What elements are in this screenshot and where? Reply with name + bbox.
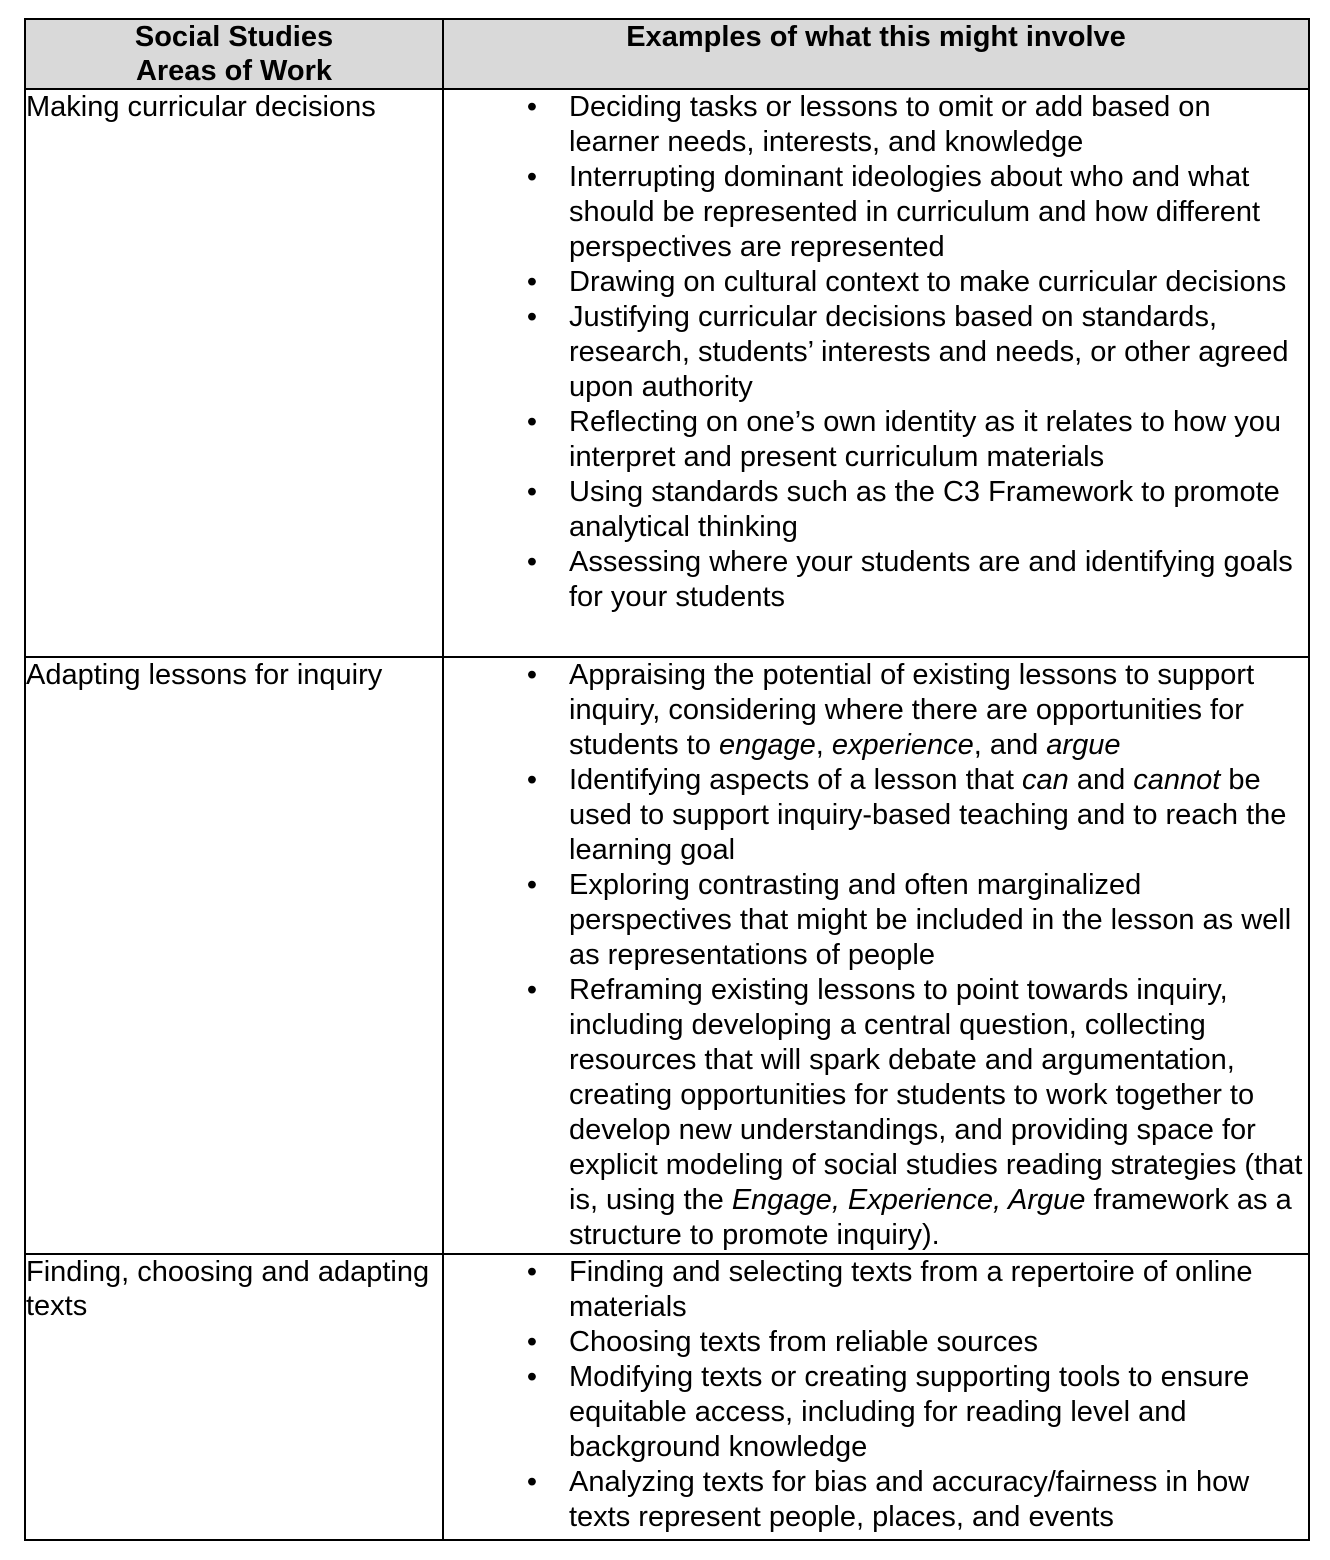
list-item — [444, 160, 1308, 265]
area-cell: Adapting lessons for inquiry — [25, 657, 443, 1254]
header-areas-of-work — [25, 19, 443, 89]
list-item — [444, 545, 1308, 615]
bullet-marker: • — [526, 476, 538, 508]
table-header-row — [25, 19, 1309, 89]
italic-text: argue — [1046, 729, 1121, 761]
bullet-marker: • — [526, 1361, 538, 1393]
header-examples: Examples of what this might involve — [443, 19, 1309, 89]
item-text: Deciding tasks or lessons to omit or add based on learner needs, interests, and knowledge — [569, 91, 1211, 158]
area-cell: Making curricular decisions — [25, 89, 443, 657]
examples-list — [444, 1255, 1308, 1535]
table-row — [25, 89, 1309, 657]
bullet-marker: • — [526, 406, 538, 438]
italic-text: experience — [831, 729, 974, 761]
bullet-marker: • — [526, 161, 538, 193]
item-text: Analyzing texts for bias and accuracy/fairness in how texts represent people, places, and events — [569, 1466, 1250, 1533]
item-text: Drawing on cultural context to make curricular decisions — [569, 266, 1287, 298]
list-item — [444, 300, 1308, 405]
list-item — [444, 973, 1308, 1253]
areas-of-work-table — [24, 18, 1310, 1541]
examples-list — [444, 90, 1308, 615]
bullet-marker: • — [526, 546, 538, 578]
area-cell: Finding, choosing and adapting texts — [25, 1254, 443, 1540]
item-text: , and — [973, 729, 1047, 761]
table-row — [25, 657, 1309, 1254]
italic-text: cannot — [1133, 764, 1221, 796]
list-item — [444, 405, 1308, 475]
list-item — [444, 265, 1308, 300]
item-text: Reframing existing lessons to point towards inquiry, including developing a central question, collecting resources that will spark debate and argumentation, creating opportunities for students to work together to develop new understandings, and providing space for explicit modeling of social studies reading strategies (that is, using the — [569, 974, 1303, 1216]
header-areas-line1: Social Studies — [134, 21, 334, 53]
table-row — [25, 1254, 1309, 1540]
examples-cell — [443, 89, 1309, 657]
list-item — [444, 658, 1308, 763]
italic-text: engage — [718, 729, 816, 761]
item-text: and — [1068, 764, 1134, 796]
item-text: framework as a structure to promote inquiry). — [569, 1184, 1292, 1251]
item-text: Modifying texts or creating supporting tools to ensure equitable access, including for reading level and background knowledge — [569, 1361, 1250, 1463]
header-areas-line2: Areas of Work — [135, 55, 333, 87]
bullet-marker: • — [526, 1256, 538, 1288]
bullet-marker: • — [526, 91, 538, 123]
item-text: Using standards such as the C3 Framework to promote analytical thinking — [569, 476, 1280, 543]
list-item — [444, 1255, 1308, 1325]
bullet-marker: • — [526, 974, 538, 1006]
bullet-marker: • — [526, 659, 538, 691]
italic-text: Engage, Experience, Argue — [731, 1184, 1086, 1216]
item-text: Identifying aspects of a lesson that — [569, 764, 1022, 796]
bullet-marker: • — [526, 764, 538, 796]
italic-text: can — [1022, 764, 1069, 796]
bullet-marker: • — [526, 266, 538, 298]
bullet-marker: • — [526, 869, 538, 901]
list-item — [444, 475, 1308, 545]
bullet-marker: • — [526, 1466, 538, 1498]
item-text: Assessing where your students are and identifying goals for your students — [569, 546, 1293, 613]
item-text: Finding and selecting texts from a repertoire of online materials — [569, 1256, 1253, 1323]
item-text: Interrupting dominant ideologies about who and what should be represented in curriculum and how different perspectives are represented — [569, 161, 1261, 263]
examples-cell — [443, 657, 1309, 1254]
item-text: Choosing texts from reliable sources — [569, 1326, 1039, 1358]
list-item — [444, 1360, 1308, 1465]
list-item — [444, 868, 1308, 973]
bullet-marker: • — [526, 301, 538, 333]
list-item — [444, 1465, 1308, 1535]
list-item — [444, 90, 1308, 160]
item-text: be used to support inquiry-based teaching and to reach the learning goal — [569, 764, 1287, 866]
examples-list — [444, 658, 1308, 1253]
bullet-marker: • — [526, 1326, 538, 1358]
item-text: Appraising the potential of existing lessons to support inquiry, considering where there are opportunities for students to — [569, 659, 1255, 761]
item-text: Reflecting on one’s own identity as it relates to how you interpret and present curriculum materials — [569, 406, 1281, 473]
item-text: Exploring contrasting and often marginalized perspectives that might be included in the lesson as well as representations of people — [569, 869, 1292, 971]
list-item — [444, 1325, 1308, 1360]
list-item — [444, 763, 1308, 868]
item-text: , — [815, 729, 832, 761]
examples-cell — [443, 1254, 1309, 1540]
item-text: Justifying curricular decisions based on standards, research, students’ interests and needs, or other agreed upon authority — [569, 301, 1289, 403]
